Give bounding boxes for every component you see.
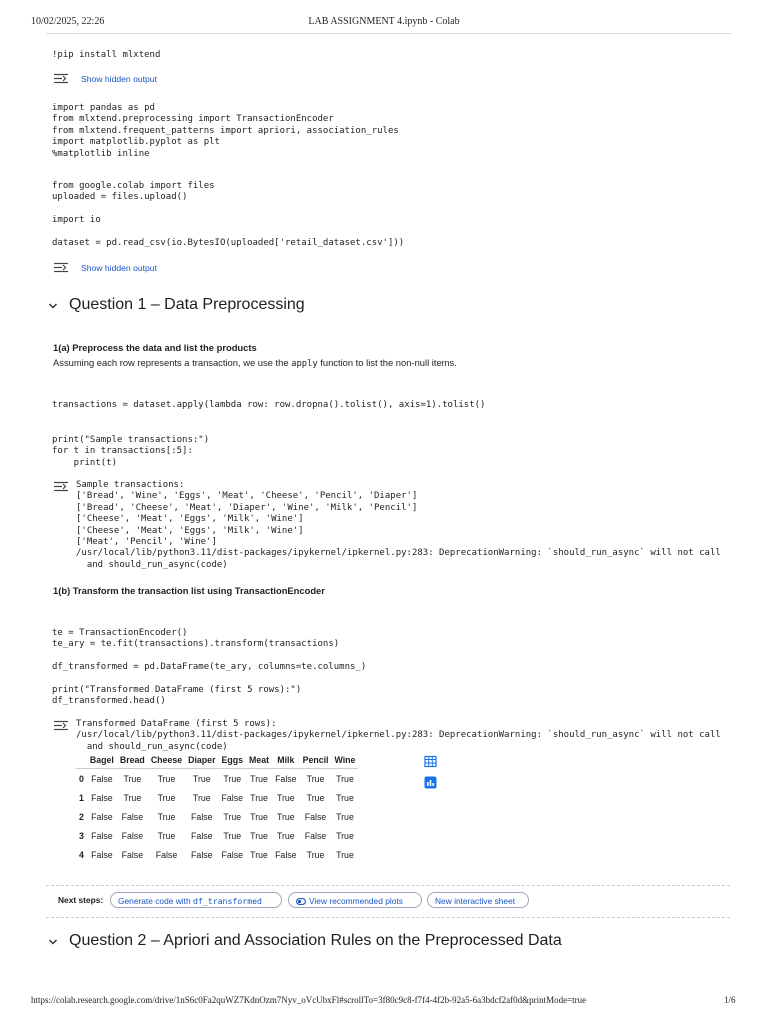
table-cell: False <box>155 849 178 860</box>
table-cell: True <box>276 811 295 822</box>
paragraph-1a: Assuming each row represents a transaction, we use the apply function to list the non-null items. <box>53 357 457 369</box>
code-cell-print-sample[interactable]: print("Sample transactions:") for t in transactions[:5]: print(t) <box>52 435 210 468</box>
column-header: Diaper <box>185 752 218 769</box>
table-cell: True <box>250 830 268 841</box>
code-cell-upload[interactable]: from google.colab import files uploaded = files.upload() import io dataset = pd.read_csv(io.BytesIO(uploaded['retail_dataset.csv'])) <box>52 181 405 249</box>
output-toggle-icon[interactable] <box>53 73 69 84</box>
table-cell: True <box>123 773 142 784</box>
header-divider <box>46 33 732 34</box>
table-cell: False <box>91 830 113 841</box>
table-cell: True <box>306 792 325 803</box>
table-cell: True <box>250 849 268 860</box>
generate-code-button[interactable]: Generate code with df_transformed <box>110 892 282 908</box>
table-cell: False <box>91 792 113 803</box>
table-cell: False <box>91 849 113 860</box>
view-recommended-plots-button[interactable]: View recommended plots <box>288 892 422 908</box>
column-header: Milk <box>272 752 300 769</box>
code-cell-imports[interactable]: import pandas as pd from mlxtend.preprocessing import TransactionEncoder from mlxtend.frequent_patterns import apriori, association_rules import matplotlib.pyplot as plt %matplotlib inline <box>52 103 399 159</box>
next-steps-label: Next steps: <box>58 895 104 905</box>
divider <box>46 917 730 918</box>
table-cell: True <box>157 773 176 784</box>
table-cell: True <box>276 792 295 803</box>
table-cell: False <box>121 811 144 822</box>
show-hidden-output-link[interactable]: Show hidden output <box>81 263 157 273</box>
table-row <box>76 826 358 845</box>
table-cell: False <box>191 811 213 822</box>
table-cell: True <box>223 811 242 822</box>
table-cell: True <box>223 773 242 784</box>
column-header: Wine <box>332 752 359 769</box>
table-cell: False <box>304 811 327 822</box>
new-interactive-sheet-button[interactable]: New interactive sheet <box>427 892 529 908</box>
table-row <box>76 807 358 826</box>
row-index: 0 <box>79 773 84 784</box>
table-cell: True <box>336 830 354 841</box>
dataframe-table <box>76 752 358 864</box>
index-header <box>76 752 87 769</box>
table-cell: False <box>91 773 113 784</box>
print-footer-url: https://colab.research.google.com/drive/1nS6c0Fa2quWZ7KdnOzm7Nyv_oVcUbxFl#scrollTo=3f80c9c8-f7f4-4f2b-92a5-6a3bdcf2af0d&printMode=true <box>31 995 587 1005</box>
column-header: Pencil <box>300 752 332 769</box>
divider <box>46 885 730 886</box>
table-cell: False <box>221 849 244 860</box>
print-datetime: 10/02/2025, 22:26 <box>31 16 105 27</box>
table-row <box>76 845 358 864</box>
output-toggle-icon[interactable] <box>53 262 69 273</box>
plot-icon <box>296 898 306 905</box>
table-cell: True <box>306 849 325 860</box>
table-cell: True <box>250 773 268 784</box>
table-row <box>76 788 358 807</box>
chevron-down-icon[interactable] <box>47 936 59 948</box>
show-hidden-output-link[interactable]: Show hidden output <box>81 74 157 84</box>
chart-suggest-icon[interactable] <box>424 776 437 789</box>
table-cell: False <box>221 792 244 803</box>
row-index: 3 <box>79 830 84 841</box>
output-toggle-icon[interactable] <box>53 481 69 492</box>
cell-output-sample: Sample transactions: ['Bread', 'Wine', 'Eggs', 'Meat', 'Cheese', 'Pencil', 'Diaper'] ['Bread', 'Cheese', 'Meat', 'Diaper', 'Wine', 'Milk', 'Pencil'] ['Cheese', 'Meat', 'Eggs', 'Milk', 'Wine'] ['Cheese', 'Meat', 'Eggs', 'Milk', 'Wine'] ['Meat', 'Pencil', 'Wine'] /usr/local/lib/python3.11/dist-packages/ipykernel/ipkernel.py:283: DeprecationWarning: `should_run_async` will not call and should_run_async(code) <box>76 480 721 570</box>
table-cell: False <box>275 773 297 784</box>
code-cell-transactions[interactable]: transactions = dataset.apply(lambda row: row.dropna().tolist(), axis=1).tolist() <box>52 400 486 410</box>
table-cell: False <box>91 811 113 822</box>
table-cell: False <box>121 849 144 860</box>
column-header: Cheese <box>148 752 185 769</box>
row-index: 4 <box>79 849 84 860</box>
heading-1b: 1(b) Transform the transaction list using TransactionEncoder <box>53 585 325 596</box>
table-cell: True <box>250 792 268 803</box>
table-cell: True <box>157 830 176 841</box>
table-cell: False <box>191 849 213 860</box>
table-row <box>76 769 358 789</box>
output-toggle-icon[interactable] <box>53 720 69 731</box>
table-cell: True <box>306 773 325 784</box>
table-cell: False <box>121 830 144 841</box>
code-cell-encode[interactable]: te = TransactionEncoder() te_ary = te.fit(transactions).transform(transactions) df_transformed = pd.DataFrame(te_ary, columns=te.columns_) print("Transformed DataFrame (first 5 rows):") df_transformed.head() <box>52 628 367 707</box>
table-cell: True <box>223 830 242 841</box>
table-cell: True <box>336 811 354 822</box>
table-cell: False <box>275 849 297 860</box>
row-index: 2 <box>79 811 84 822</box>
code-cell-pip[interactable]: !pip install mlxtend <box>52 50 161 60</box>
table-cell: True <box>157 811 176 822</box>
table-cell: True <box>276 830 295 841</box>
table-cell: False <box>304 830 327 841</box>
section-heading-q1[interactable]: Question 1 – Data Preprocessing <box>69 296 305 313</box>
table-cell: True <box>336 792 354 803</box>
table-cell: True <box>157 792 176 803</box>
table-cell: True <box>336 849 354 860</box>
chevron-down-icon[interactable] <box>47 300 59 312</box>
table-cell: True <box>123 792 142 803</box>
print-title: LAB ASSIGNMENT 4.ipynb - Colab <box>308 16 460 27</box>
table-cell: True <box>192 792 211 803</box>
section-heading-q2[interactable]: Question 2 – Apriori and Association Rules on the Preprocessed Data <box>69 932 562 949</box>
table-cell: True <box>192 773 211 784</box>
table-cell: False <box>191 830 213 841</box>
column-header: Bread <box>117 752 148 769</box>
column-header: Eggs <box>219 752 247 769</box>
table-cell: True <box>336 773 354 784</box>
heading-1a: 1(a) Preprocess the data and list the products <box>53 342 257 353</box>
column-header: Bagel <box>87 752 117 769</box>
table-header-row <box>76 752 358 769</box>
table-cell: True <box>250 811 268 822</box>
cell-output-encode: Transformed DataFrame (first 5 rows): /usr/local/lib/python3.11/dist-packages/ipykernel/ipkernel.py:283: DeprecationWarning: `should_run_async` will not call and should_run_async(code) <box>76 719 721 752</box>
row-index: 1 <box>79 792 84 803</box>
column-header: Meat <box>246 752 272 769</box>
table-view-icon[interactable] <box>424 755 437 768</box>
print-page-number: 1/6 <box>724 995 736 1005</box>
